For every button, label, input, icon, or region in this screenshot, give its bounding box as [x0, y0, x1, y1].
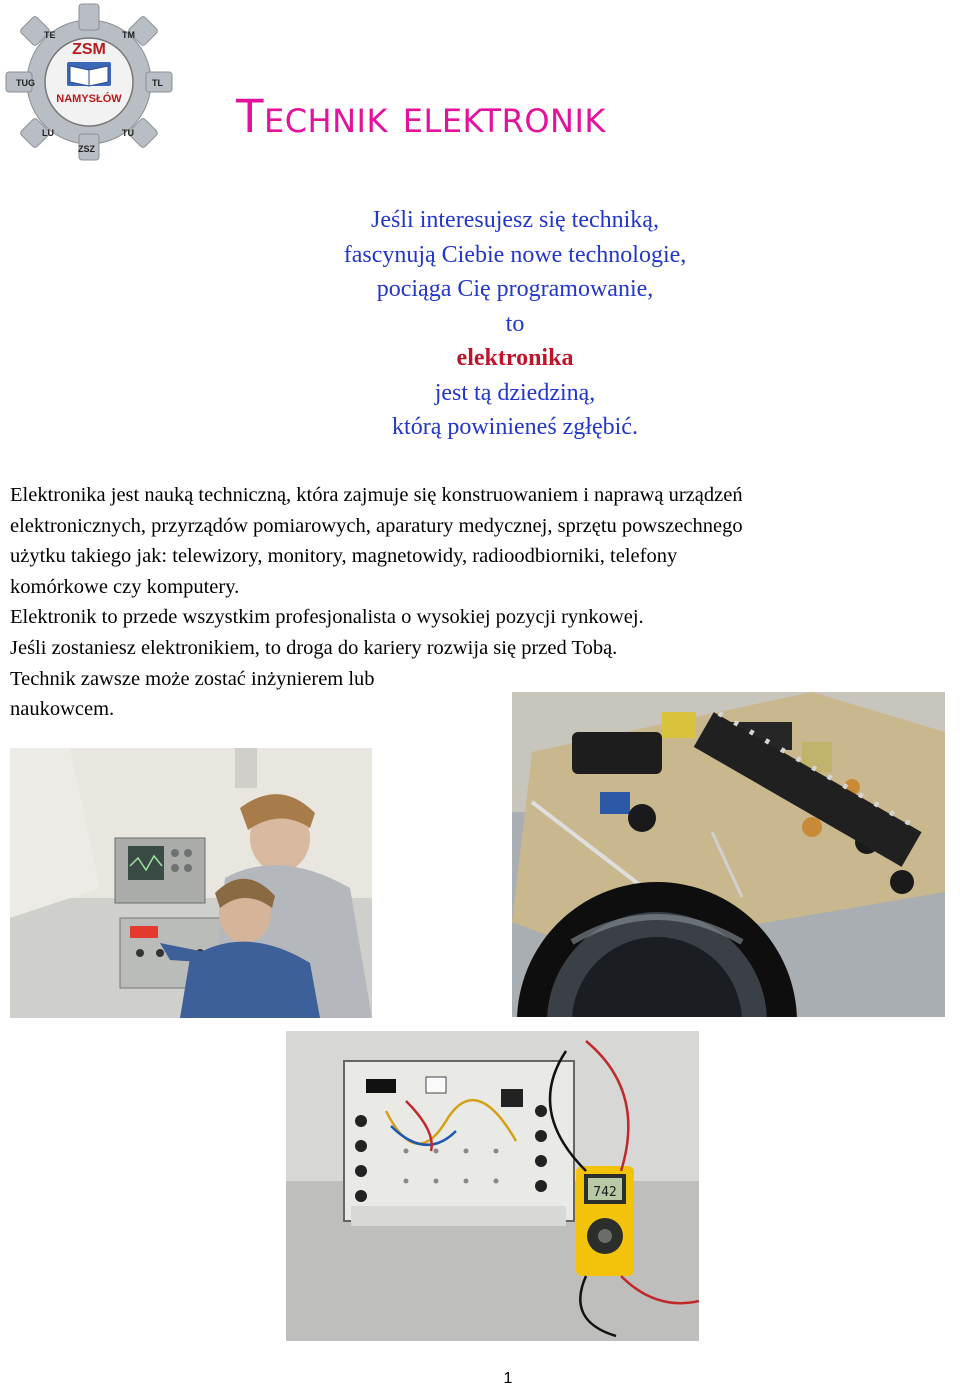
logo-label-zsz: ZSZ	[78, 144, 95, 154]
page-title: Technik elektronik	[236, 90, 606, 143]
body-line: naukowcem.	[10, 698, 115, 721]
logo-label-tug: TUG	[16, 78, 35, 88]
logo-town: NAMYSŁÓW	[56, 93, 122, 105]
circuit-board-photo	[512, 692, 945, 1017]
body-line: komórkowe czy komputery.	[10, 575, 240, 598]
intro-line: Jeśli interesujesz się techniką,	[371, 207, 659, 233]
intro-stanza	[200, 203, 830, 445]
intro-line: którą powinieneś zgłębić.	[392, 414, 638, 440]
logo-label-te: TE	[44, 30, 56, 40]
students-lab-photo	[10, 748, 372, 1018]
body-line: Elektronika jest nauką techniczną, która zajmuje się konstruowaniem i naprawą urządzeń	[10, 484, 743, 506]
multimeter-display: 742	[593, 1185, 617, 1200]
page-number: 1	[503, 1370, 513, 1387]
body-line: elektronicznych, przyrządów pomiarowych, aparatury medycznej, sprzętu powszechnego	[10, 514, 743, 537]
intro-highlight: elektronika	[456, 345, 574, 371]
body-line: Jeśli zostaniesz elektronikiem, to droga do kariery rozwija się przed Tobą.	[10, 636, 618, 659]
school-logo	[4, 2, 174, 162]
body-line: Elektronik to przede wszystkim profesjonalista o wysokiej pozycji rynkowej.	[10, 606, 644, 629]
intro-line: jest tą dziedziną,	[434, 379, 596, 406]
body-line: Technik zawsze może zostać inżynierem lub	[10, 667, 375, 690]
training-board-photo	[286, 1031, 699, 1341]
logo-label-lu: LU	[42, 128, 54, 138]
intro-line: fascynują Ciebie nowe technologie,	[343, 241, 687, 268]
intro-line: pociąga Cię programowanie,	[376, 276, 654, 302]
body-line: użytku takiego jak: telewizory, monitory, magnetowidy, radioodbiorniki, telefony	[10, 545, 678, 568]
logo-label-tl: TL	[152, 78, 163, 88]
body-paragraph	[10, 480, 958, 725]
intro-line: to	[505, 310, 525, 337]
logo-label-tm: TM	[122, 30, 135, 40]
logo-abbrev: ZSM	[72, 41, 106, 58]
logo-label-tu: TU	[122, 128, 134, 138]
